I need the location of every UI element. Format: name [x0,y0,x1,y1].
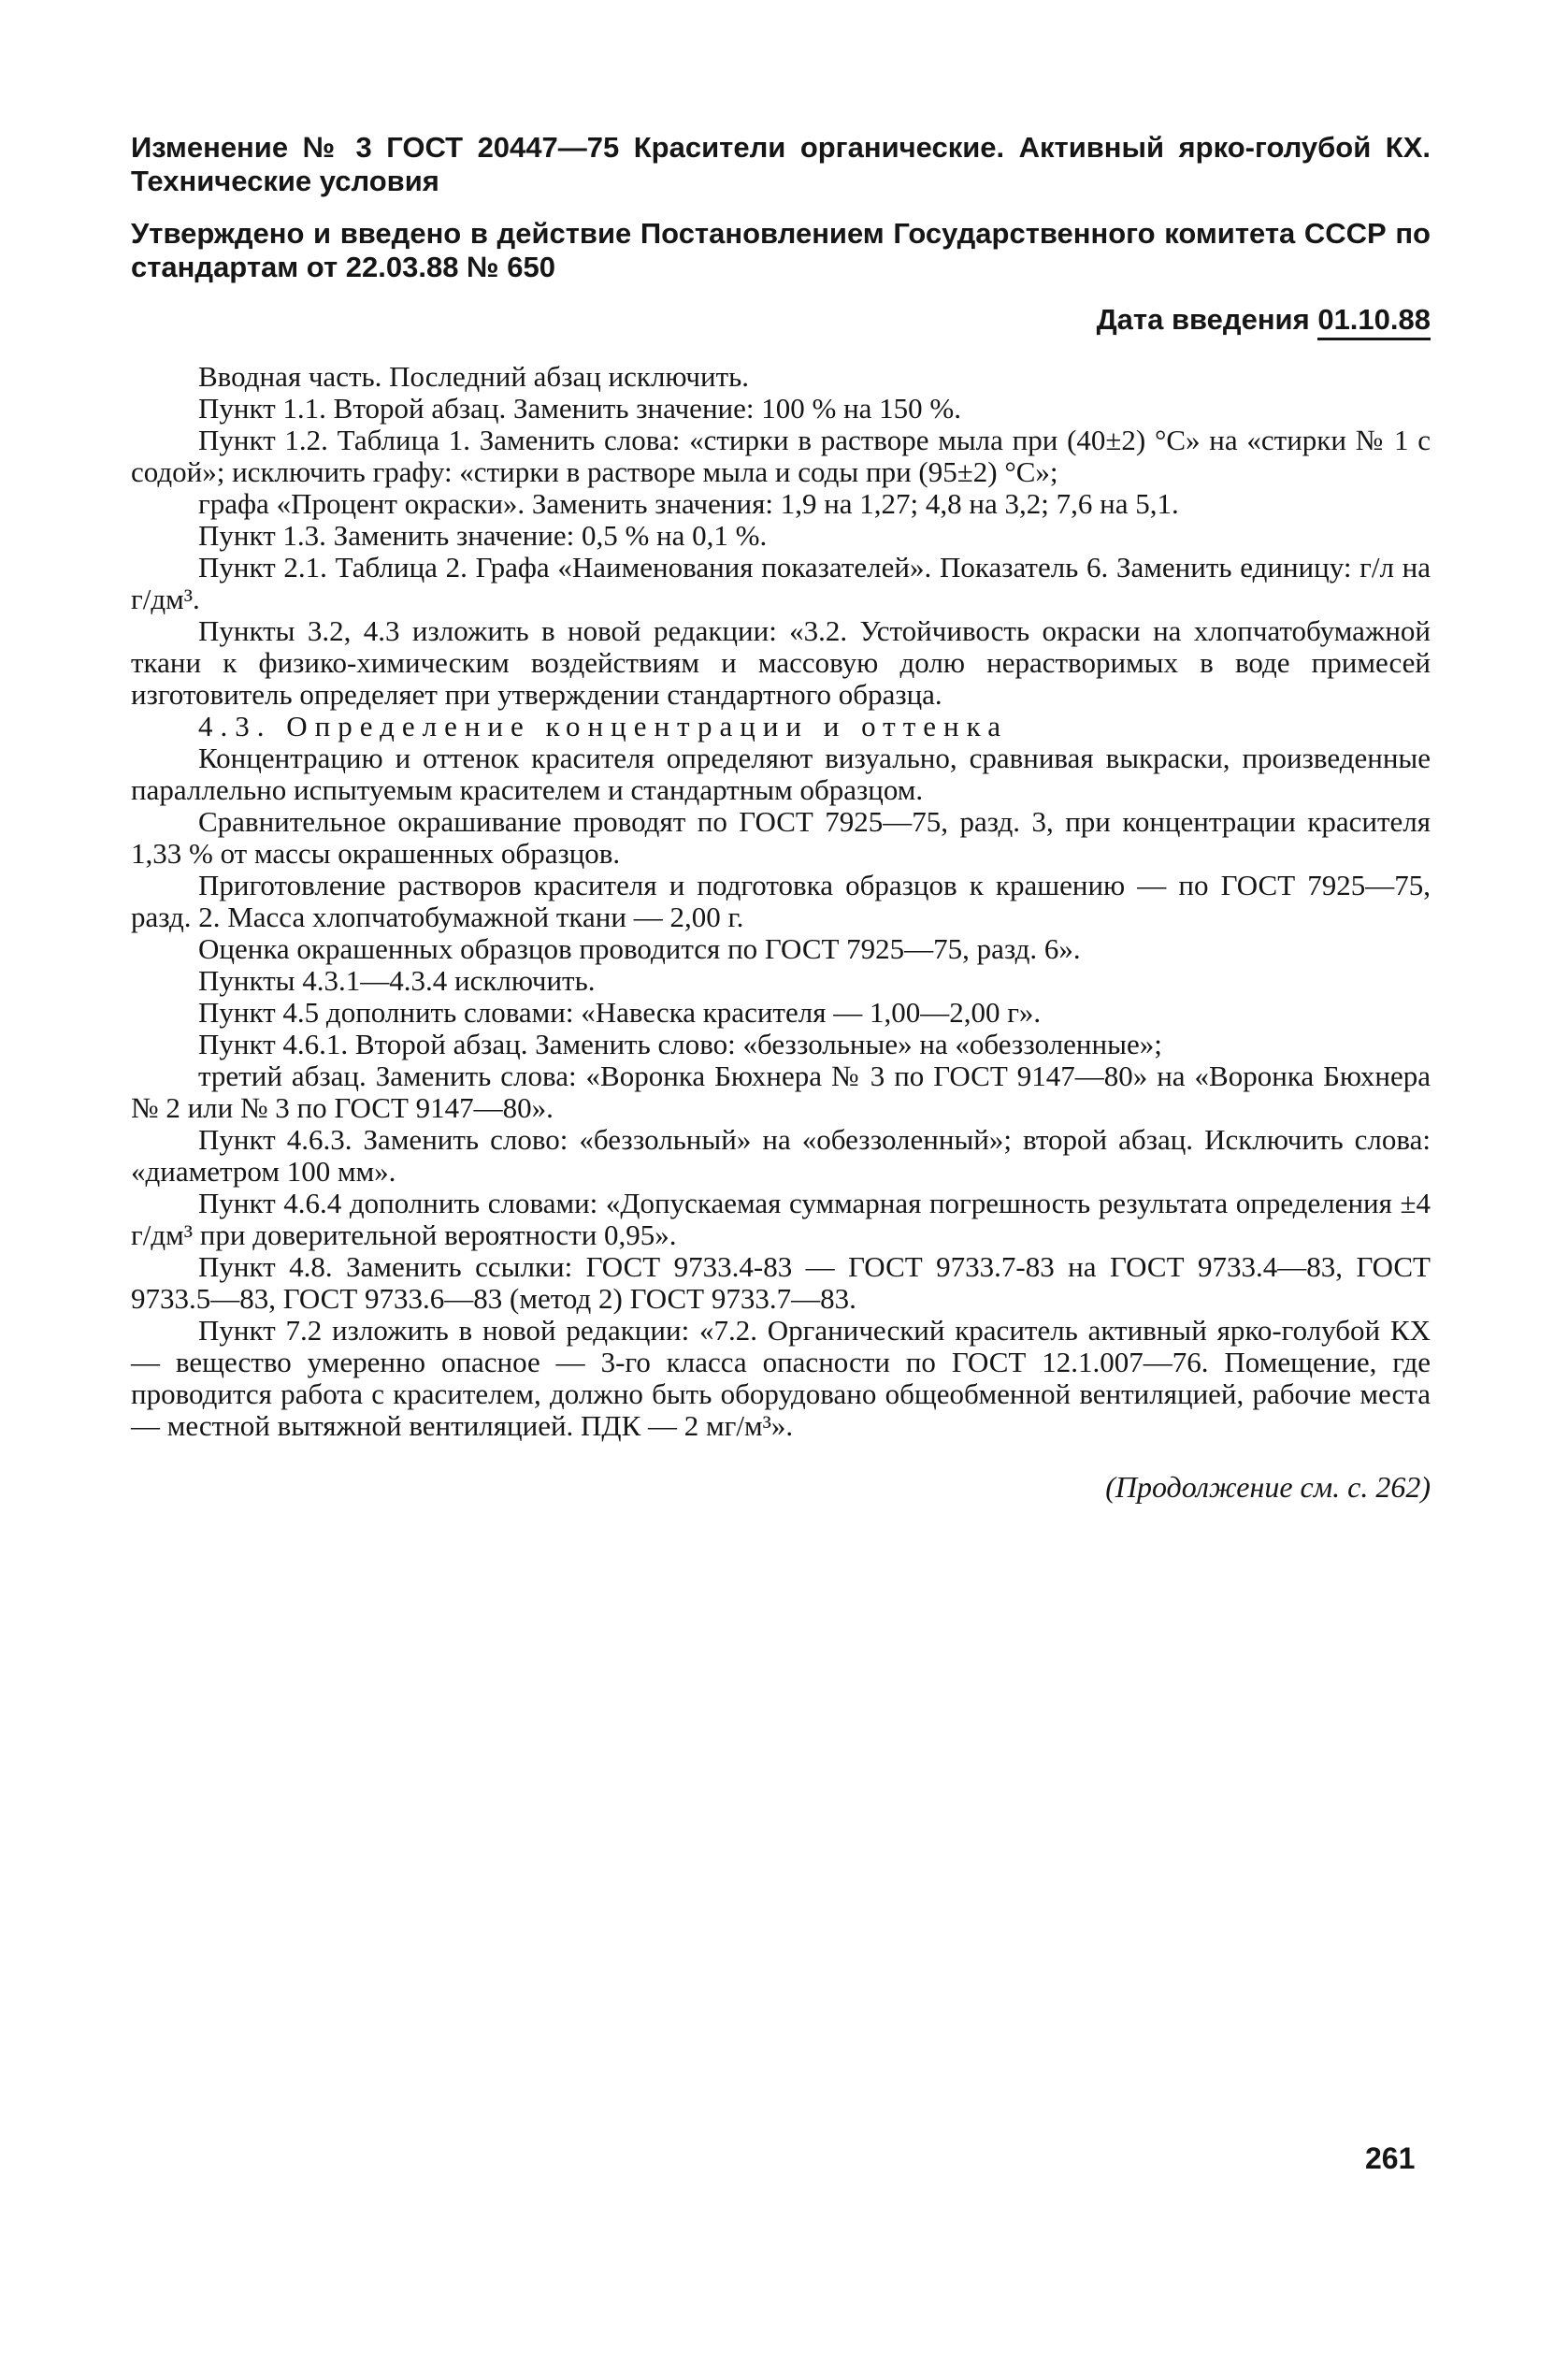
paragraph: Пункт 2.1. Таблица 2. Графа «Наименования показателей». Показатель 6. Заменить единицу: г/л на г/дм³. [131,551,1431,615]
paragraph: Пункт 1.3. Заменить значение: 0,5 % на 0,1 %. [198,519,768,552]
page-number: 261 [1365,2141,1416,2175]
paragraph: Пункт 1.1. Второй абзац. Заменить значение: 100 % на 150 %. [198,392,961,425]
introduction-date-label: Дата введения [1096,303,1310,336]
amendment-body [131,361,1431,1442]
paragraph: графа «Процент окраски». Заменить значения: 1,9 на 1,27; 4,8 на 3,2; 7,6 на 5,1. [198,487,1179,520]
paragraph: третий абзац. Заменить слова: «Воронка Бюхнера № 3 по ГОСТ 9147—80» на «Воронка Бюхнера № 2 или № 3 по ГОСТ 9147—80». [131,1059,1431,1124]
paragraph: Вводная часть. Последний абзац исключить. [198,360,750,393]
paragraph: Пункт 4.6.1. Второй абзац. Заменить слово: «беззольные» на «обеззоленные»; [198,1028,1162,1060]
paragraph: Пункты 4.3.1—4.3.4 исключить. [198,964,596,997]
approval-statement: Утверждено и введено в действие Постановлением Государственного комитета СССР по стандартам от 22.03.88 № 650 [131,217,1431,283]
paragraph: Пункт 7.2 изложить в новой редакции: «7.2. Органический краситель активный ярко-голубой КХ — вещество умеренно опасное — 3-го класса опасности по ГОСТ 12.1.007—76. Помещение, где проводится работа с красителем, должно быть оборудовано общеобменной вентиляцией, рабочие места — местной вытяжной вентиляцией. ПДК — 2 мг/м³». [131,1314,1431,1442]
paragraph: Пункт 4.8. Заменить ссылки: ГОСТ 9733.4-83 — ГОСТ 9733.7-83 на ГОСТ 9733.4—83, ГОСТ 9733.5—83, ГОСТ 9733.6—83 (метод 2) ГОСТ 9733.7—83. [131,1250,1431,1315]
introduction-date-value: 01.10.88 [1317,303,1431,340]
section-heading: 4.3. Определение концентрации и оттенка [198,710,1008,742]
document-title: Изменение № 3 ГОСТ 20447—75 Красители органические. Активный ярко-голубой КХ. Технические условия [131,131,1431,197]
document-page [131,131,1431,1504]
paragraph: Пункты 3.2, 4.3 изложить в новой редакции: «3.2. Устойчивость окраски на хлопчатобумажной ткани к физико-химическим воздействиям и массовую долю нерастворимых в воде примесей изготовитель определяет при утверждении стандартного образца. [131,614,1431,711]
continuation-note: (Продолжение см. с. 262) [1105,1470,1431,1504]
paragraph: Приготовление растворов красителя и подготовка образцов к крашению — по ГОСТ 7925—75, разд. 2. Масса хлопчатобумажной ткани — 2,00 г. [131,869,1431,933]
paragraph: Пункт 4.5 дополнить словами: «Навеска красителя — 1,00—2,00 г». [198,996,1042,1029]
paragraph: Концентрацию и оттенок красителя определяют визуально, сравнивая выкраски, произведенные параллельно испытуемым красителем и стандартным образцом. [131,742,1431,806]
paragraph: Пункт 4.6.4 дополнить словами: «Допускаемая суммарная погрешность результата определения ±4 г/дм³ при доверительной вероятности 0,95». [131,1187,1431,1251]
paragraph: Сравнительное окрашивание проводят по ГОСТ 7925—75, разд. 3, при концентрации красителя 1,33 % от массы окрашенных образцов. [131,805,1431,870]
paragraph: Оценка окрашенных образцов проводится по ГОСТ 7925—75, разд. 6». [198,932,1081,965]
introduction-date [131,303,1431,337]
paragraph: Пункт 4.6.3. Заменить слово: «беззольный» на «обеззоленный»; второй абзац. Исключить слова: «диаметром 100 мм». [131,1123,1431,1188]
paragraph: Пункт 1.2. Таблица 1. Заменить слова: «стирки в растворе мыла при (40±2) °С» на «стирки № 1 с содой»; исключить графу: «стирки в растворе мыла и соды при (95±2) °С»; [131,424,1431,488]
